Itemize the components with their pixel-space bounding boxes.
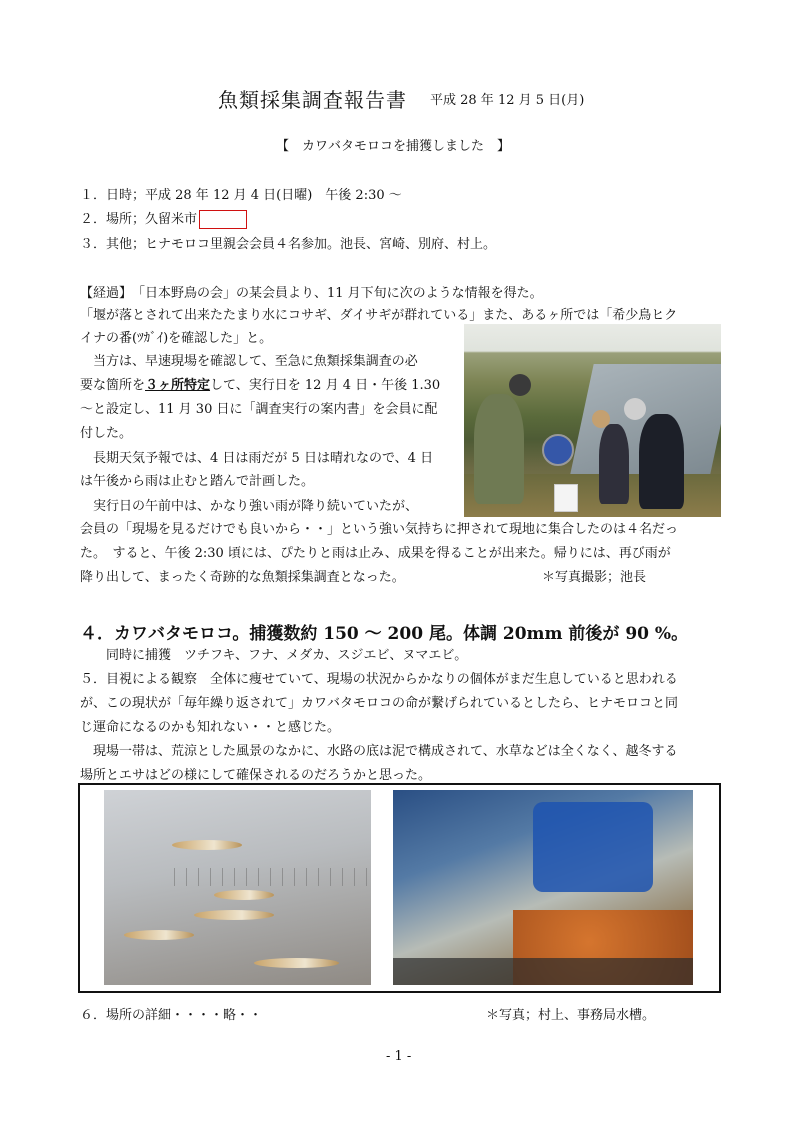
photo-credit-top: ＊写真撮影；池長 [542, 570, 647, 585]
item-location-detail: ６．場所の詳細・・・・略・・ [80, 1008, 263, 1023]
person-3 [639, 414, 684, 509]
observation-line-1: ５．目視による観察 全体に痩せていて、現場の状況からかなりの個体がまだ生息していると思われる [80, 672, 678, 687]
progress-line-1: 【経過】 「日本野鳥の会」の某会員より、11 月下旬に次のような情報を得た。 [80, 286, 543, 301]
item-location-text: ２．場所；久留米市 [80, 212, 198, 227]
progress-line-7: 付した。 [80, 426, 133, 441]
item-datetime: １．日時；平成 28 年 12 月 4 日(日曜) 午後 2:30 ～ [80, 188, 402, 203]
observation-line-5: 場所とエサはどの様にして確保されるのだろうかと思った。 [80, 768, 432, 783]
progress-line-5 [80, 375, 440, 397]
progress-line-10: 実行日の午前中は、かなり強い雨が降り続いていたが、 [80, 499, 419, 514]
fish-1 [172, 840, 242, 850]
progress-line-2: 「堰が落とされて出来たたまり水にコサギ、ダイサギが群れている」また、あるヶ所では「希少鳥ヒク [80, 308, 678, 323]
tank-rim [393, 958, 693, 985]
aquarium-tank-photo [393, 790, 693, 985]
photo-credit-bottom: ＊写真；村上、事務局水槽。 [486, 1008, 656, 1023]
redacted-location-box [199, 210, 247, 229]
progress-line-5c: して、実行日を 12 月 4 日・午後 1.30 [210, 378, 441, 393]
person-2-head [592, 410, 610, 428]
person-1 [474, 394, 524, 504]
progress-line-8: 長期天気予報では、4 日は雨だが 5 日は晴れなので、4 日 [80, 451, 434, 466]
person-1-head [509, 374, 531, 396]
fish-2 [194, 910, 274, 920]
person-3-head [624, 398, 646, 420]
item-other: ３．其他；ヒナモロコ里親会会員４名参加。池長、宮崎、別府、村上。 [80, 237, 497, 252]
progress-line-6: ～と設定し、11 月 30 日に「調査実行の案内書」を会員に配 [80, 402, 438, 417]
progress-line-4: 当方は、早速現場を確認して、至急に魚類採集調査の必 [80, 354, 418, 369]
progress-line-13: 降り出して、まったく奇跡的な魚類採集調査となった。 [80, 570, 405, 585]
person-2 [599, 424, 629, 504]
also-caught [80, 645, 467, 667]
fish-4 [254, 958, 339, 968]
observation-line-4: 現場一帯は、荒涼とした風景のなかに、水路の底は泥で構成されて、水草などは全くなく、越冬する [80, 744, 678, 759]
item-location [80, 208, 247, 229]
progress-line-5a: 要な箇所を [80, 378, 146, 393]
three-locations-emphasis: ３ヶ所特定 [145, 378, 211, 393]
field-survey-photo [464, 324, 721, 517]
fish-5 [214, 890, 274, 900]
scoop-net [542, 434, 574, 466]
report-date: 平成 28 年 12 月 5 日(月) [430, 93, 585, 108]
blue-bucket [533, 802, 653, 892]
progress-line-3: イナの番(ﾂｶﾞｲ)を確認した」と。 [80, 331, 273, 346]
observation-line-2: が、この現状が「毎年繰り返されて」カワバタモロコの命が繋げられているとしたら、ヒナモロコと同 [80, 696, 679, 711]
ruler [174, 868, 371, 886]
progress-line-11: 会員の「現場を見るだけでも良いから・・」という強い気持ちに押されて現地に集合したのは４名だっ [80, 522, 679, 537]
fish-3 [124, 930, 194, 940]
fish-measure-photo [104, 790, 371, 985]
document-title: 魚類採集調査報告書 [218, 88, 407, 112]
item-result: ４．カワバタモロコ。捕獲数約 150 ～ 200 尾。体調 20mm 前後が 90 %。 [80, 624, 689, 644]
also-caught-text: 同時に捕獲 ツチフキ、フナ、メダカ、スジエビ、ヌマエビ。 [106, 648, 468, 663]
white-bucket [554, 484, 578, 512]
observation-line-3: じ運命になるのかも知れない・・と感じた。 [80, 720, 341, 735]
report-subtitle: 【 カワバタモロコを捕獲しました 】 [276, 139, 511, 154]
progress-line-9: は午後から雨は止むと踏んで計画した。 [80, 474, 315, 489]
page-number: - 1 - [386, 1049, 412, 1064]
progress-line-12: た。 すると、午後 2:30 頃には、ぴたりと雨は止み、成果を得ることが出来た。帰りには、再び雨が [80, 546, 671, 561]
